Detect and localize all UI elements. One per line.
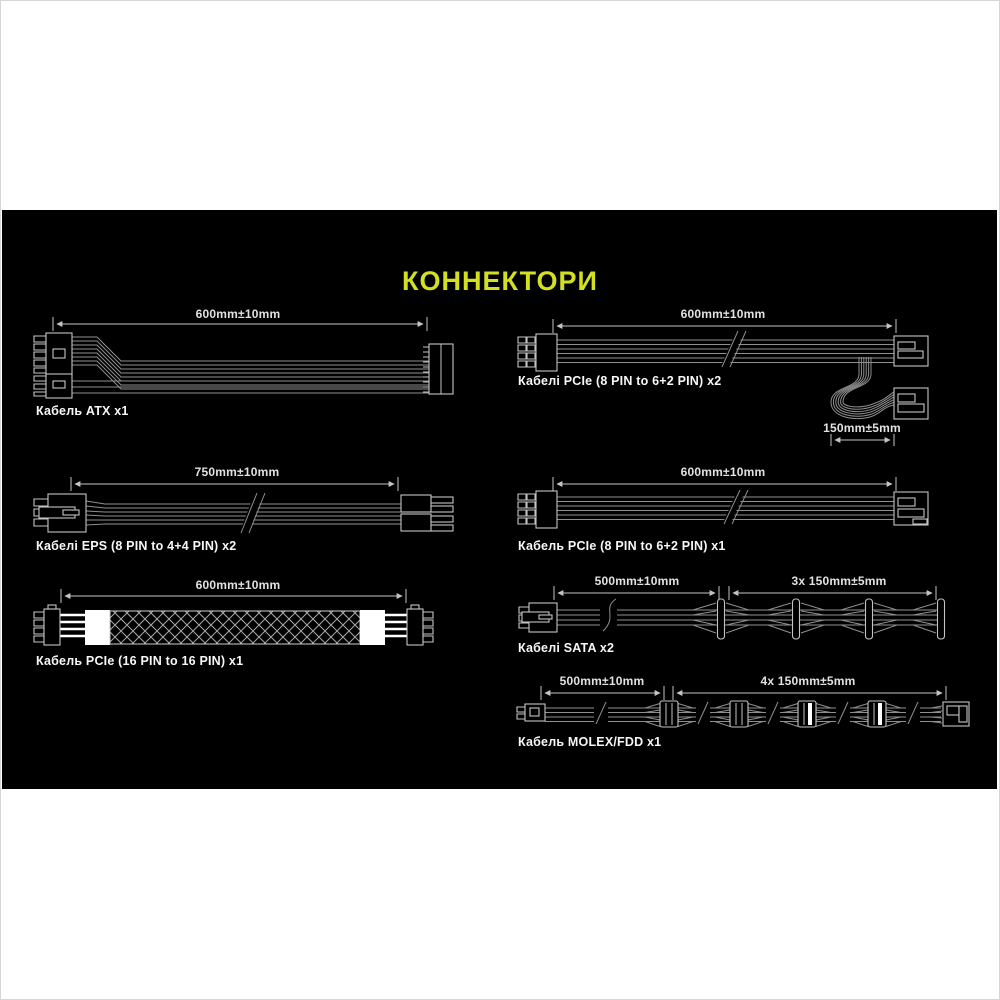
atx-cable-art xyxy=(34,333,453,398)
pcie62x1-cable-art xyxy=(518,489,928,528)
molex-label: Кабель MOLEX/FDD x1 xyxy=(518,735,662,749)
pcie16-cable-art xyxy=(34,605,433,645)
connectors-diagram xyxy=(1,211,1000,789)
pcie62x2-label: Кабелі PCIe (8 PIN to 6+2 PIN) x2 xyxy=(518,374,722,388)
pcie62x2-spacing-dim: 150mm±5mm xyxy=(823,421,901,435)
pcie16-dim-line xyxy=(61,589,406,603)
eps-cable-art xyxy=(34,491,453,535)
pcie16-label: Кабель PCIe (16 PIN to 16 PIN) x1 xyxy=(36,654,244,668)
pcie62x2-dim-line xyxy=(553,319,896,333)
pcie62x1-label: Кабель PCIe (8 PIN to 6+2 PIN) x1 xyxy=(518,539,726,553)
pcie62x2-spacing-dim-line xyxy=(831,434,894,446)
molex-cable-art xyxy=(517,701,969,727)
pcie62x1-dim-line xyxy=(553,477,896,491)
molex-spacing-dim: 4x 150mm±5mm xyxy=(760,674,856,688)
page-title: КОННЕКТОРИ xyxy=(402,266,598,296)
sata-length-dim: 500mm±10mm xyxy=(594,574,680,588)
atx-dim-line xyxy=(53,317,427,331)
pcie62x1-length-dim: 600mm±10mm xyxy=(680,465,766,479)
molex-dim-line xyxy=(541,686,946,700)
atx-length-dim: 600mm±10mm xyxy=(195,307,281,321)
pcie62x2-cable-art xyxy=(518,331,928,419)
eps-length-dim: 750mm±10mm xyxy=(194,465,280,479)
molex-length-dim: 500mm±10mm xyxy=(559,674,645,688)
atx-label: Кабель ATX x1 xyxy=(36,404,129,418)
pcie62x2-length-dim: 600mm±10mm xyxy=(680,307,766,321)
pcie16-length-dim: 600mm±10mm xyxy=(195,578,281,592)
sata-dim-line xyxy=(554,586,936,600)
eps-label: Кабелі EPS (8 PIN to 4+4 PIN) x2 xyxy=(36,539,237,553)
sata-spacing-dim: 3x 150mm±5mm xyxy=(791,574,887,588)
eps-dim-line xyxy=(71,477,398,491)
sata-cable-art xyxy=(519,599,945,639)
sata-label: Кабелі SATA x2 xyxy=(518,641,615,655)
